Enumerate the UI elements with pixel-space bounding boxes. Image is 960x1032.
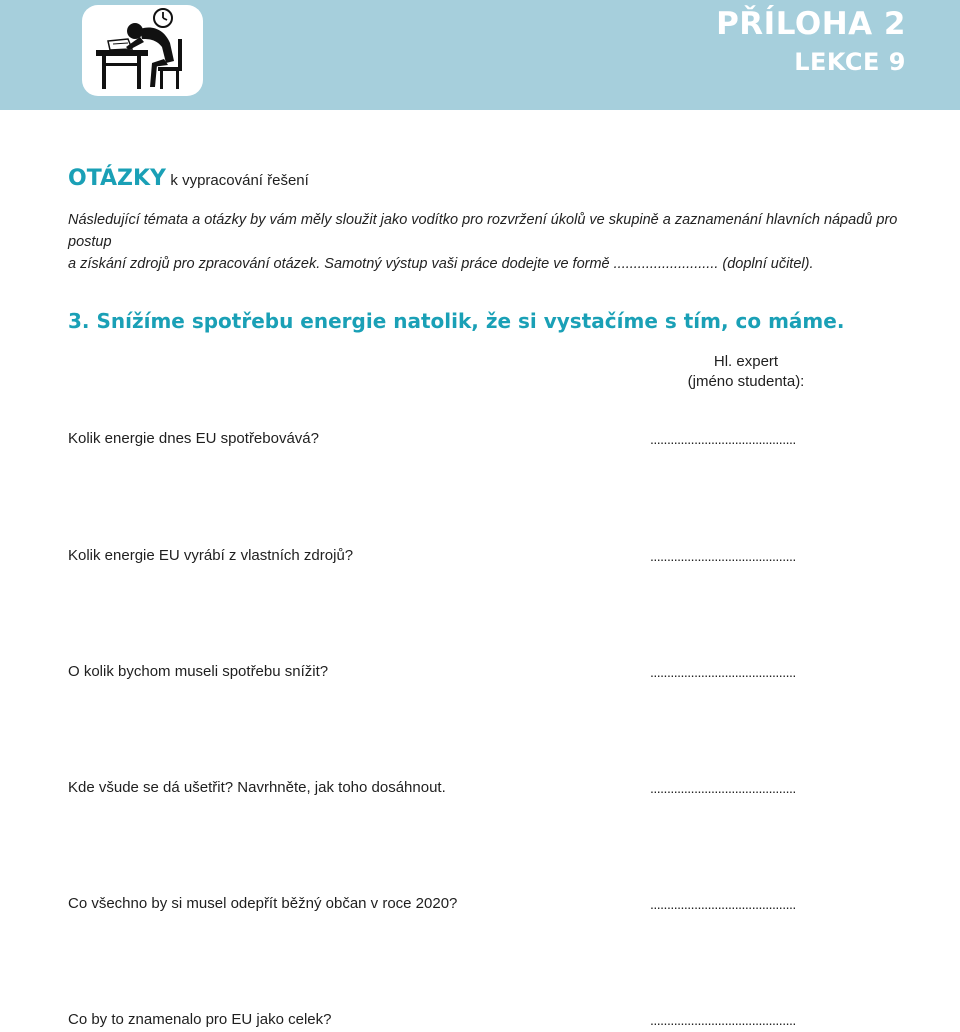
intro-paragraph bbox=[68, 209, 928, 275]
intro-line-1: Následující témata a otázky by vám měly sloužit jako vodítko pro rozvržení úkolů ve skupině a zaznamenání hlavních nápadů pro postup bbox=[68, 212, 898, 250]
answer-blank-3[interactable]: ........................................... bbox=[650, 664, 796, 680]
question-4: Kde všude se dá ušetřit? Navrhněte, jak toho dosáhnout. bbox=[68, 779, 446, 796]
answer-blank-5[interactable]: ........................................... bbox=[650, 896, 796, 912]
expert-label bbox=[686, 352, 806, 392]
answer-blank-4[interactable]: ........................................... bbox=[650, 780, 796, 796]
logo bbox=[82, 5, 203, 96]
expert-label-line-2: (jméno studenta): bbox=[687, 373, 805, 390]
section-heading bbox=[68, 166, 309, 191]
answer-blank-6[interactable]: ........................................... bbox=[650, 1012, 796, 1028]
question-5: Co všechno by si musel odepřít běžný občan v roce 2020? bbox=[68, 895, 458, 912]
section-heading-main: OTÁZKY bbox=[68, 166, 166, 191]
question-3: O kolik bychom museli spotřebu snížit? bbox=[68, 663, 329, 680]
question-1: Kolik energie dnes EU spotřebovává? bbox=[68, 430, 319, 447]
student-at-desk-clock-icon bbox=[82, 5, 203, 96]
appendix-title: PŘÍLOHA 2 bbox=[716, 6, 906, 42]
answer-blank-1[interactable]: ........................................... bbox=[650, 431, 796, 447]
expert-label-line-1: Hl. expert bbox=[713, 353, 779, 370]
lesson-label: LEKCE 9 bbox=[794, 48, 906, 76]
section-heading-sub: k vypracování řešení bbox=[170, 172, 309, 189]
intro-line-2: a získání zdrojů pro zpracování otázek. Samotný výstup vaši práce dodejte ve formě .......................... (doplní učitel). bbox=[68, 256, 814, 272]
question-6: Co by to znamenalo pro EU jako celek? bbox=[68, 1011, 332, 1028]
question-2: Kolik energie EU vyrábí z vlastních zdrojů? bbox=[68, 547, 354, 564]
topic-heading: 3. Snížíme spotřebu energie natolik, že si vystačíme s tím, co máme. bbox=[68, 309, 845, 333]
answer-blank-2[interactable]: ........................................... bbox=[650, 548, 796, 564]
header-banner bbox=[0, 0, 960, 110]
